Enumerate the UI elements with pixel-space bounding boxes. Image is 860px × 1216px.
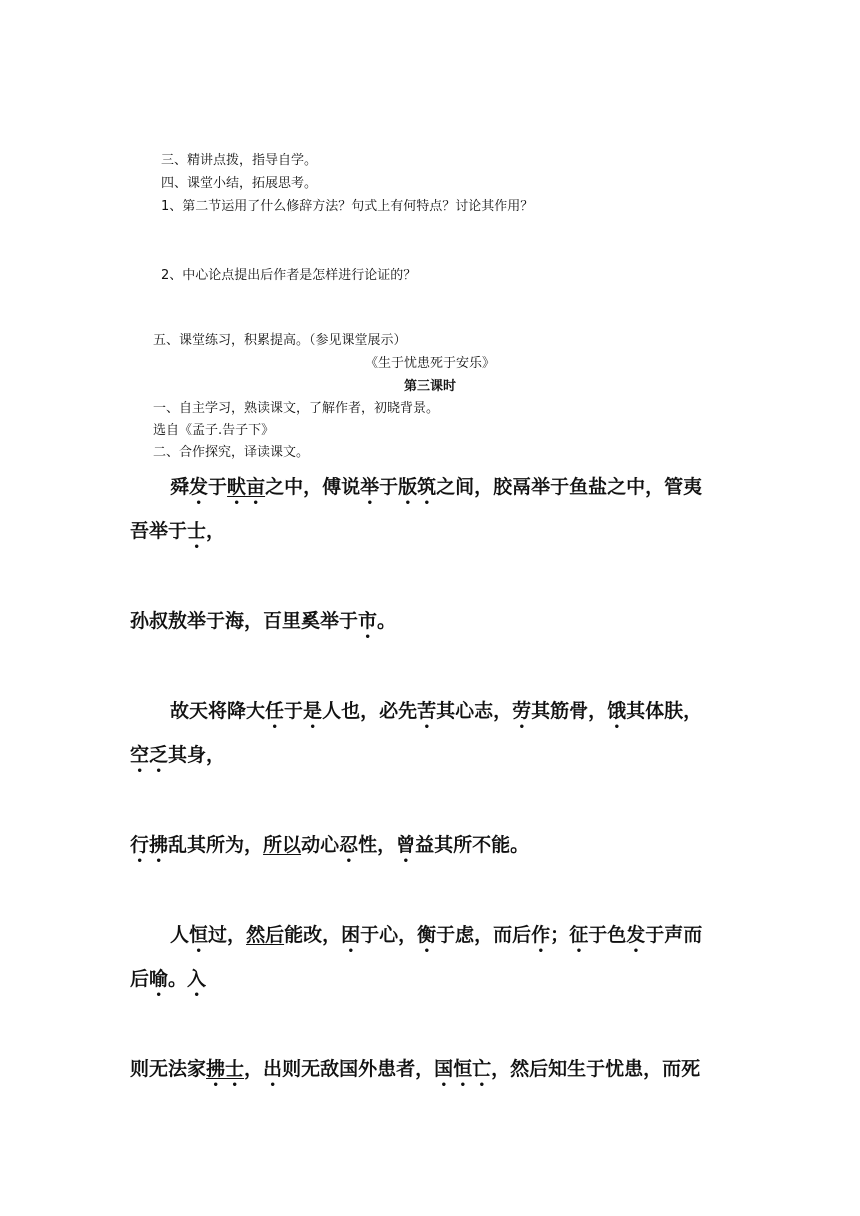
section-3-heading: 三、精讲点拨，指导自学。 [161,153,318,168]
passage-text: 版筑 [398,476,437,498]
step-1-heading: 一、自主学习，熟读课文，了解作者，初晓背景。 [153,401,440,416]
passage-line [130,742,740,777]
passage-text: 恒 [189,924,209,946]
passage-text: 于虑，而后 [436,924,532,946]
passage-line [130,922,780,957]
passage-text: 其身， [168,744,226,766]
passage-text: 孙叔敖举于海，百里奚举于 [130,610,359,632]
passage-text: 然后 [246,924,285,946]
question-2: 2、中心论点提出后作者是怎样进行论证的？ [161,268,417,283]
passage-text: 于 [379,476,399,498]
passage-text: 益其所不能。 [415,834,530,856]
passage-text: 则无敌国外患者， [282,1058,435,1080]
passage-text: 衡 [417,924,437,946]
passage-text: 于色 [588,924,627,946]
passage-text: 苦 [417,700,437,722]
passage-text: 于 [284,700,304,722]
passage-line [130,518,740,553]
passage-text: 所以 [263,834,302,856]
passage-text: 喻 [149,968,169,990]
passage-text: 作 [531,924,551,946]
passage-text: 故天将降大 [170,700,266,722]
passage-text: 动心 [301,834,340,856]
passage-text: 人也，必先 [322,700,418,722]
passage-text: 于心， [360,924,418,946]
passage-text: 于 [208,476,228,498]
passage-text: 人 [170,924,190,946]
section-5-heading: 五、课堂练习，积累提高。（参见课堂展示） [153,333,407,348]
passage-text: 过 [208,924,228,946]
passage-text: 恒 [453,1058,473,1080]
question-1: 1、第二节运用了什么修辞方法？句式上有何特点？讨论其作用？ [161,199,534,214]
passage-text: 。 [168,968,188,990]
passage-text: 士 [187,520,207,542]
passage-text: 入 [187,968,207,990]
passage-text: 则无法家 [130,1058,207,1080]
passage-line [130,474,780,509]
passage-text: 其筋骨， [531,700,608,722]
passage-text: 其心志， [436,700,513,722]
passage-text: 是 [303,700,323,722]
passage-text: ； [550,924,570,946]
passage-text: 困 [341,924,361,946]
passage-text: 忍 [339,834,359,856]
passage-text: 饿 [607,700,627,722]
passage-text: 国 [434,1058,454,1080]
passage-text: 畎亩 [227,476,266,498]
passage-text: 后 [130,968,150,990]
passage-text: ，然后知生于忧患，而死 [491,1058,701,1080]
passage-text: 发 [626,924,646,946]
passage-text: 拂 [149,834,169,856]
passage-text: ， [244,1058,264,1080]
passage-text: 劳 [512,700,532,722]
passage-text: 能改， [284,924,342,946]
passage-text: 亡 [472,1058,492,1080]
source-note: 选自《孟子.告子下》 [153,423,275,438]
section-4-heading: 四、课堂小结，拓展思考。 [161,176,318,191]
passage-text: 之中，傅说 [265,476,361,498]
step-2-heading: 二、合作探究，译读课文。 [153,445,310,460]
passage-text: 曾 [396,834,416,856]
passage-text: 于声而 [645,924,703,946]
passage-line [130,698,780,733]
passage-text: 吾举于 [130,520,188,542]
passage-text: 出 [263,1058,283,1080]
passage-text: 。 [377,610,397,632]
lesson-title: 《生于忧患死于安乐》 [364,356,495,371]
passage-text: 乏 [149,744,169,766]
passage-text: ， [206,520,226,542]
passage-line [130,608,740,643]
passage-text: 行 [130,834,150,856]
passage-text: 任 [265,700,285,722]
passage-text: ， [227,924,247,946]
passage-text: 举 [360,476,380,498]
passage-text: 性， [358,834,397,856]
passage-text: 之间，胶鬲举于鱼盐之中，管夷 [436,476,703,498]
passage-text: 空 [130,744,150,766]
passage-text: 发 [189,476,209,498]
passage-line [130,1056,740,1091]
lesson-period: 第三课时 [403,379,456,394]
passage-text: 拂士 [206,1058,245,1080]
passage-text: 征 [569,924,589,946]
passage-text: 舜 [170,476,190,498]
passage-line [130,832,740,867]
passage-line [130,966,740,1001]
passage-text: 其体肤， [626,700,703,722]
passage-text: 市 [358,610,378,632]
passage-text: 乱其所为， [168,834,264,856]
